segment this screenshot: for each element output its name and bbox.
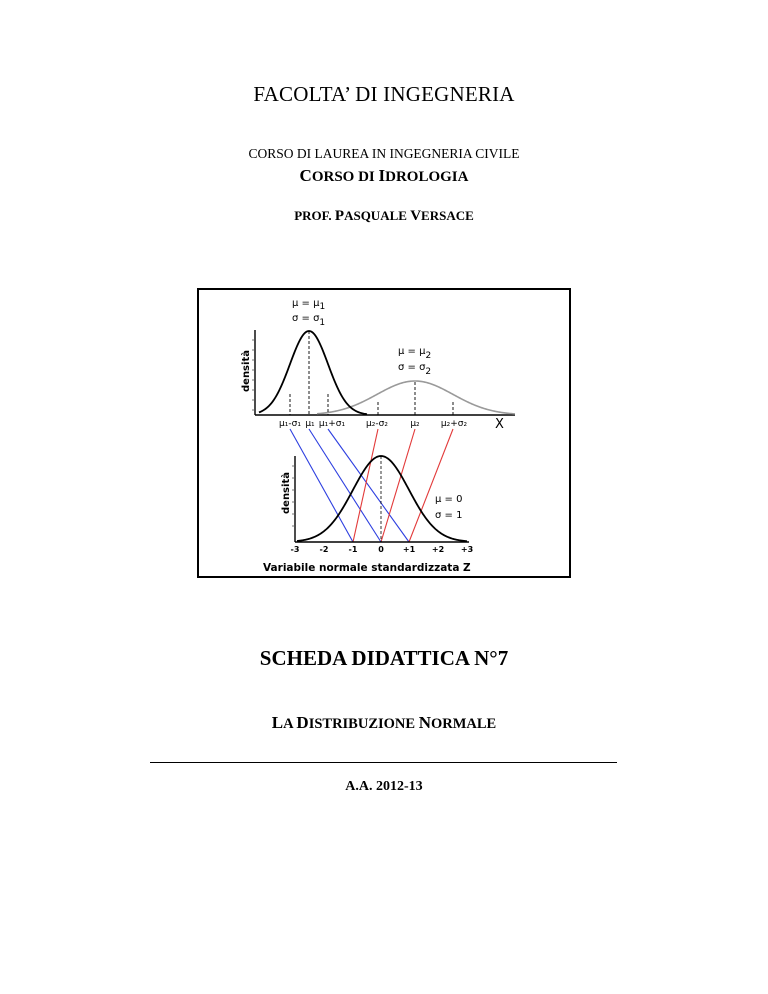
svg-text:-1: -1 bbox=[348, 545, 358, 554]
svg-text:+2: +2 bbox=[431, 545, 445, 554]
svg-text:0: 0 bbox=[378, 545, 384, 554]
degree-course: CORSO DI LAUREA IN INGEGNERIA CIVILE bbox=[248, 146, 520, 161]
svg-text:+1: +1 bbox=[402, 545, 416, 554]
academic-year: A.A. 2012-13 bbox=[345, 779, 423, 794]
x-axis-label: X bbox=[495, 417, 504, 432]
svg-text:μ₂+σ₂: μ₂+σ₂ bbox=[440, 419, 468, 429]
svg-text:μ = 0: μ = 0 bbox=[435, 494, 463, 505]
svg-text:μ = μ1: μ = μ1 bbox=[292, 298, 326, 312]
course-name: CORSO DI IDROLOGIA bbox=[299, 166, 469, 185]
sheet-title: SCHEDA DIDATTICA N°7 bbox=[259, 646, 509, 670]
z-axis-label: Variabile normale standardizzata Z bbox=[263, 562, 471, 574]
professor-name: PROF. PASQUALE VERSACE bbox=[294, 208, 474, 224]
top-density-label: densità bbox=[241, 350, 252, 392]
svg-text:σ = 1: σ = 1 bbox=[435, 510, 463, 521]
svg-text:μ₂-σ₂: μ₂-σ₂ bbox=[366, 419, 388, 429]
svg-text:σ = σ1: σ = σ1 bbox=[292, 313, 326, 328]
svg-text:μ₁-σ₁: μ₁-σ₁ bbox=[279, 419, 301, 429]
svg-text:μ₁: μ₁ bbox=[305, 419, 315, 429]
svg-text:σ = σ2: σ = σ2 bbox=[398, 362, 432, 377]
svg-text:+3: +3 bbox=[460, 545, 474, 554]
bottom-density-label: densità bbox=[281, 472, 292, 514]
svg-text:μ₁+σ₁: μ₁+σ₁ bbox=[318, 419, 346, 429]
topic-title: LA DISTRIBUZIONE NORMALE bbox=[271, 713, 497, 732]
svg-text:μ₂: μ₂ bbox=[410, 419, 420, 429]
normal-distribution-figure bbox=[197, 288, 571, 578]
svg-text:-3: -3 bbox=[290, 545, 300, 554]
faculty-title: FACOLTA’ DI INGEGNERIA bbox=[253, 82, 515, 106]
divider-line bbox=[150, 762, 617, 763]
svg-text:μ = μ2: μ = μ2 bbox=[398, 346, 432, 361]
svg-text:-2: -2 bbox=[319, 545, 329, 554]
